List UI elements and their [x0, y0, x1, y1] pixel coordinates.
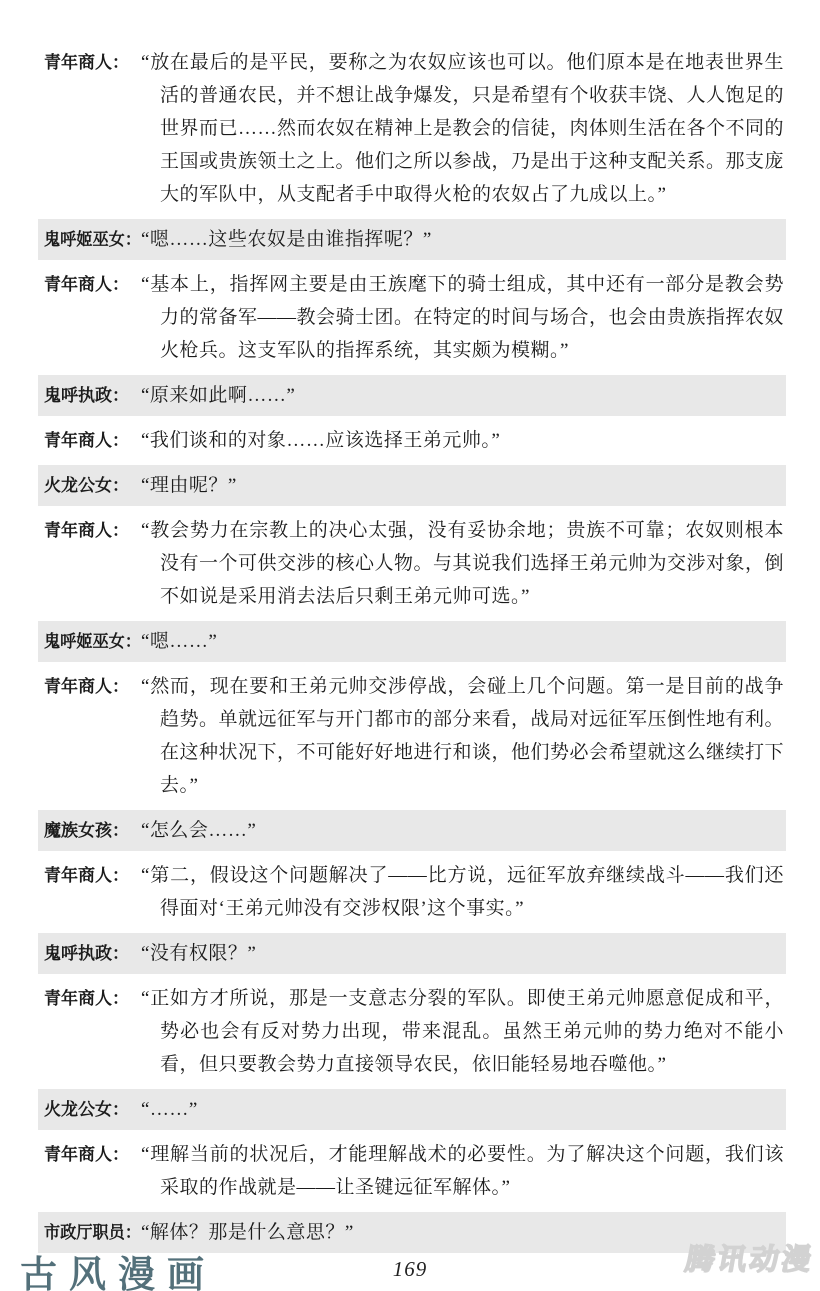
dialogue-row	[38, 621, 786, 662]
speaker-label: 青年商人：	[44, 866, 129, 885]
speaker-label: 鬼呼执政：	[44, 944, 129, 963]
speaker-label: 青年商人：	[44, 53, 129, 72]
speaker-label: 青年商人：	[44, 677, 129, 696]
dialogue-text: “没有权限？”	[141, 943, 257, 964]
dialogue-row	[38, 42, 786, 215]
dialogue-row	[38, 510, 786, 617]
dialogue-text: “嗯……这些农奴是由谁指挥呢？”	[141, 229, 432, 250]
dialogue-row	[38, 264, 786, 371]
brand-logo: 古风漫画	[20, 1255, 216, 1291]
dialogue-text: “理由呢？”	[141, 475, 237, 496]
dialogue-row	[38, 933, 786, 974]
tencent-comics-watermark: 腾讯动漫	[682, 1244, 817, 1276]
speaker-label: 火龙公女：	[44, 476, 129, 495]
dialogue-text: “基本上，指挥网主要是由王族麾下的骑士组成，其中还有一部分是教会势力的常备军——教会骑士团。在特定的时间与场合，也会由贵族指挥农奴火枪兵。这支军队的指挥系统，其实颇为模糊。”	[141, 274, 785, 361]
speaker-label: 鬼呼姬巫女：	[44, 230, 141, 249]
speaker-label: 青年商人：	[44, 521, 129, 540]
dialogue-text: “然而，现在要和王弟元帅交涉停战，会碰上几个问题。第一是目前的战争趋势。单就远征军与开门都市的部分来看，战局对远征军压倒性地有利。在这种状况下，不可能好好地进行和谈，他们势必会希望就这么继续打下去。”	[141, 676, 785, 796]
dialogue-text: “教会势力在宗教上的决心太强，没有妥协余地；贵族不可靠；农奴则根本没有一个可供交涉的核心人物。与其说我们选择王弟元帅为交涉对象，倒不如说是采用消去法后只剩王弟元帅可选。”	[141, 520, 785, 607]
dialogue-text: “怎么会……”	[141, 820, 257, 841]
dialogue-row	[38, 1089, 786, 1130]
dialogue-row	[38, 420, 786, 461]
dialogue-text: “……”	[141, 1099, 198, 1120]
dialogue-text: “我们谈和的对象……应该选择王弟元帅。”	[141, 430, 501, 451]
dialogue-text: “正如方才所说，那是一支意志分裂的军队。即使王弟元帅愿意促成和平，势必也会有反对势力出现，带来混乱。虽然王弟元帅的势力绝对不能小看，但只要教会势力直接领导农民，依旧能轻易地吞噬他。”	[141, 988, 784, 1075]
dialogue-row	[38, 978, 786, 1085]
dialogue-text: “放在最后的是平民，要称之为农奴应该也可以。他们原本是在地表世界生活的普通农民，并不想让战争爆发，只是希望有个收获丰饶、人人饱足的世界而已……然而农奴在精神上是教会的信徒，肉体则生活在各个不同的王国或贵族领土之上。他们之所以参战，乃是出于这种支配关系。那支庞大的军队中，从支配者手中取得火枪的农奴占了九成以上。”	[141, 52, 785, 205]
dialogue-row	[38, 465, 786, 506]
dialogue-row	[38, 1134, 786, 1208]
speaker-label: 鬼呼执政：	[44, 386, 129, 405]
speaker-label: 青年商人：	[44, 989, 129, 1008]
dialogue-text: “解体？那是什么意思？”	[141, 1222, 354, 1243]
dialogue-text: “理解当前的状况后，才能理解战术的必要性。为了解决这个问题，我们该采取的作战就是——让圣键远征军解体。”	[141, 1144, 784, 1198]
dialogue-row	[38, 810, 786, 851]
speaker-label: 市政厅职员：	[44, 1223, 141, 1242]
dialogue-text: “第二，假设这个问题解决了——比方说，远征军放弃继续战斗——我们还得面对‘王弟元帅没有交涉权限’这个事实。”	[141, 865, 784, 919]
dialogue-row	[38, 666, 786, 806]
dialogue-row	[38, 375, 786, 416]
page-number: 169	[392, 1257, 428, 1281]
speaker-label: 青年商人：	[44, 275, 129, 294]
speaker-label: 魔族女孩：	[44, 821, 129, 840]
speaker-label: 鬼呼姬巫女：	[44, 632, 141, 651]
dialogue-text: “嗯……”	[141, 631, 218, 652]
dialogue-row	[38, 219, 786, 260]
dialogue-row	[38, 855, 786, 929]
dialogue-text: “原来如此啊……”	[141, 385, 296, 406]
speaker-label: 火龙公女：	[44, 1100, 129, 1119]
speaker-label: 青年商人：	[44, 431, 129, 450]
speaker-label: 青年商人：	[44, 1145, 129, 1164]
